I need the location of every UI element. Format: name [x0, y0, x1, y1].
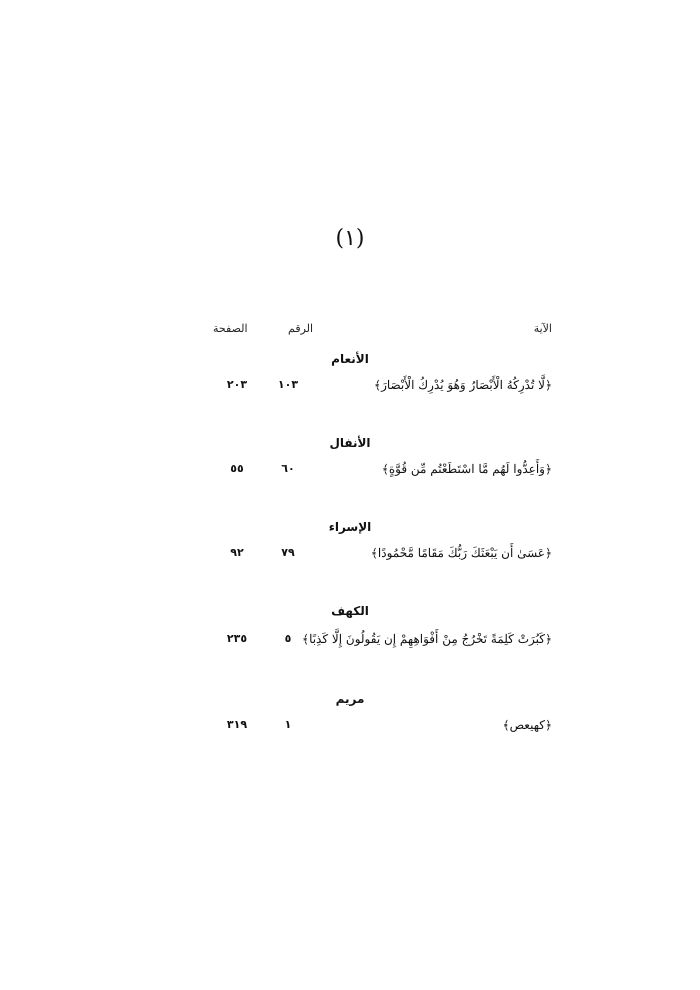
- column-header-ayah: الآية: [533, 322, 552, 335]
- ayah-number: ٥: [284, 632, 292, 645]
- ayah-number: ١٠٣: [277, 378, 299, 391]
- ayah-number: ٧٩: [281, 546, 295, 559]
- surah-title: الإسراء: [328, 520, 372, 534]
- ayah-number: ٦٠: [281, 462, 295, 475]
- page-reference: ٣١٩: [226, 718, 248, 731]
- ayah-text: ﴿كَبُرَتْ كَلِمَةً تَخْرُجُ مِنْ أَفْوَاهِهِمْ إِن يَقُولُونَ إِلَّا كَذِبًا﴾: [302, 632, 552, 646]
- surah-title: الأنعام: [331, 352, 369, 366]
- ayah-text: ﴿وَأَعِدُّوا لَهُم مَّا اسْتَطَعْتُم مِّن قُوَّةٍ﴾: [381, 462, 552, 476]
- page-reference: ٥٥: [230, 462, 244, 475]
- ayah-text: ﴿كهيعص﴾: [502, 718, 552, 732]
- table-row: [0, 718, 700, 738]
- page-reference: ٢٠٣: [226, 378, 248, 391]
- table-row: [0, 462, 700, 482]
- ayah-text: ﴿لَّا تُدْرِكُهُ الْأَبْصَارُ وَهُوَ يُدْرِكُ الْأَبْصَارَ﴾: [374, 378, 552, 392]
- surah-title: الأنفال: [329, 436, 371, 450]
- page-reference: ٩٢: [230, 546, 244, 559]
- surah-title: مريم: [335, 692, 365, 706]
- table-row: [0, 632, 700, 652]
- page-reference: ٢٣٥: [226, 632, 248, 645]
- table-row: [0, 546, 700, 566]
- table-row: [0, 378, 700, 398]
- surah-title: الكهف: [331, 604, 369, 618]
- column-header-number: الرقم: [288, 322, 314, 335]
- column-header-page: الصفحة: [213, 322, 248, 335]
- page-number: (١): [335, 226, 365, 251]
- ayah-text: ﴿عَسَىٰ أَن يَبْعَثَكَ رَبُّكَ مَقَامًا مَّحْمُودًا﴾: [370, 546, 552, 560]
- ayah-number: ١: [284, 718, 292, 731]
